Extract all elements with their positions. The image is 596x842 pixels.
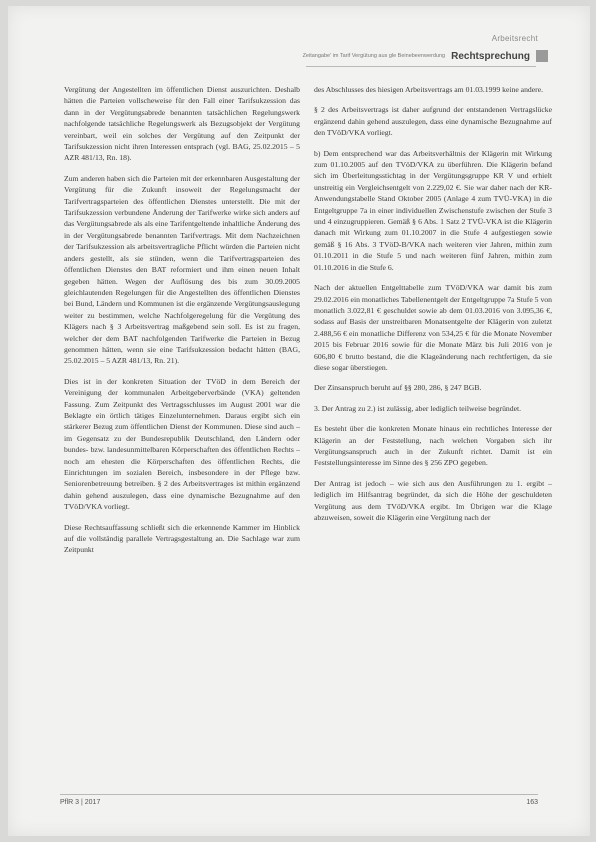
paragraph: 3. Der Antrag zu 2.) ist zulässig, aber lediglich teilweise begründet. (314, 403, 522, 413)
paragraph: b) Dem entsprechend war das Arbeitsverhältnis der Klägerin mit Wirkung zum 01.10.2005 auf den TVöD/VKA zu überführen. Die Klägerin befand sich im Überleitungsstichtag in der Vergütungsgruppe KR V und erhielt unstreitig ein Vergleichsentgelt von 2.229,02 €. Sie war daher nach der KR-Anwendungstabelle Stand Oktober 2005 (Anlage 4 zum TVÜ-VKA) in die Entgeltgruppe 7a in einer individuellen Zwischenstufe zwischen der Stufe 3 und 4 einzugruppieren. Gemäß § 6 Abs. 1 Satz 2 TVÜ-VKA ist die Klägerin danach mit Wirkung zum 01.10.2007 in die Stufe 4 aufgestiegen sowie gemäß § 16 Abs. 3 TVöD-B/VKA nach weiteren vier Jahren, mithin zum 01.10.2011 in die Stufe 5 und nach weiteren fünf Jahren, mithin zum 01.10.2016 in die Stufe 6. (314, 148, 552, 272)
paragraph: Zum anderen haben sich die Parteien mit der erkennbaren Ausgestaltung der Vergütung für die Zukunft insoweit der Regelungsmacht der Tarifvertragsparteien des öffentlichen Dienstes unterstellt. Die mit der Tarifsukzession verbundene Änderung der Tarifwerke wirke sich anders auf das Vergütungsabrede als als eine Tarifentgeltende inhaltliche Änderung des in der Vergütungsabrede benannten Tarifvertrags. Mit dem Nachzeichnen der Tarifsukzession als arbeitsvertragliche Pflicht würden die Parteien nicht anders gestellt, als sie stünden, wenn die Tarifvertragsparteien des öffentlichen Dienstes den BAT reformiert und ihm einen neuen Inhalt gegeben hätten. Wegen der Auflösung des bis zum 30.09.2005 gleichlautenden Regelungen für die Angestellten des öffentlichen Dienstes bei Bund, Ländern und Kommunen ist die ergänzende Vergütungsauslegung weiter zu bestimmen, welche Nachfolgeregelung für die Vergütung des Klägers nach § 3 Arbeitsvertrag maßgebend sein soll. Es ist zu fragen, welcher der dem BAT nachfolgenden Tarifwerke die Parteien in Bezug genommen hätten, wenn sie eine Tarifsukzession bedacht hätten (BAG, 25.02.2015 – 5 AZR 481/13, Rn. 21). (64, 173, 300, 366)
paragraph: Nach der aktuellen Entgelttabelle zum TVöD/VKA war damit bis zum 29.02.2016 ein monatliches Tabellenentgelt der Entgeltgruppe 7a Stufe 5 von monatlich 3.022,81 € geschuldet sowie ab dem 01.03.2016 von 3.095,36 €, sodass auf Basis der unstreitbaren Monatsentgelte der Klägerin von zuletzt 2.488,56 € ein monatliche Differenz von 534,25 € für die Monate November 2015 bis Februar 2016 sowie für die Monate März bis Juli 2016 von je 606,80 € brutto bestand, die die Klageänderung nach rechtfertigen, da sie diese sogar überstiegen. (314, 283, 552, 372)
header-divider (306, 66, 536, 67)
paragraph: Es besteht über die konkreten Monate hinaus ein rechtliches Interesse der Klägerin an der Feststellung, nach welchen Vorgaben sich ihr Vergütungsanspruch auch in der Zukunft richtet. Damit ist ein Feststellungsinteresse im Sinne des § 256 ZPO gegeben. (314, 424, 552, 468)
page-footer (60, 794, 538, 808)
section-marker (536, 50, 548, 62)
paragraph: Der Zinsanspruch beruht auf §§ 280, 286, § 247 BGB. (314, 383, 482, 393)
paragraph: Diese Rechtsauffassung schließt sich die erkennende Kammer im Hinblick auf die vollständig parallele Vertragsgestaltung an. Die Sachlage war zum Zeitpunkt (64, 522, 300, 555)
left-column (64, 84, 300, 565)
section-title: Rechtsprechung (451, 50, 530, 62)
paragraph: Vergütung der Angestellten im öffentlichen Dienst auszurichten. Deshalb hätten die Parteien vollscheweise für den Fall einer Tarifsukzession das dann in der Vergütungsabrede benannten tatsächlichen Regelungswerk nachfolgende tatsächliche Regelungswerk als Bezugsobjekt der Vergütung vereinbart, weil ein solches der Vergütung auf den Zeitpunkt der Tarifsukzession nicht ihren Interessen entsprach (vgl. BAG, 25.02.2015 – 5 AZR 481/13, Rn. 18). (64, 85, 300, 163)
paragraph: des Abschlusses des hiesigen Arbeitsvertrags am 01.03.1999 keine andere. (314, 85, 544, 94)
journal-brand: Arbeitsrecht (491, 34, 538, 43)
footer-divider (60, 794, 538, 795)
paragraph: § 2 des Arbeitsvertrags ist daher aufgrund der entstandenen Vertragslücke ergänzend dahin gehend auszulegen, dass eine dynamische Bezugnahme auf den TVöD/VKA vorliegt. (314, 105, 552, 138)
right-column (314, 84, 552, 532)
document-page (8, 6, 590, 836)
page-header (238, 48, 548, 64)
header-subtitle: Zeitangabe' im Tarif Vergütung aus gle Beinebeenwerdung (302, 53, 446, 59)
page-number: 163 (526, 799, 538, 806)
paragraph: Der Antrag ist jedoch – wie sich aus den Ausführungen zu 1. ergibt – lediglich im Hilfsantrag begründet, da sich die Höhe der geschuldeten Vergütung aus dem TVöD/VKA ergibt. Im Übrigen war die Klage abzuweisen, soweit die Klägerin eine Vergütung nach der (314, 478, 552, 522)
paragraph: Dies ist in der konkreten Situation der TVöD in dem Bereich der Vereinigung der kommunalen Arbeitgeberverbände (VKA) geltenden Fassung. Zum Zeitpunkt des Vertragsschlusses im August 2001 war die Beklagte ein örtlich tätiges Einzelunternehmen. Daraus ergibt sich ein stärkerer Bezug zum öffentlichen Dienst der Kommunen. Diese sind auch – im Gegensatz zu der Bundesrepublik Deutschland, den Ländern oder bundes- bzw. landesunmittelbaren Körperschaften des öffentlichen Rechts – noch am ehesten die Körperschaften des öffentlichen Rechts, die Einrichtungen im sozialen Bereich, insbesondere in der Pflege bzw. Seniorenbetreuung betreiben. § 2 des Arbeitsvertrages ist mithin ergänzend dahin gehend auszulegen, dass eine dynamische Bezugnahme auf den TVöD/VKA vorliegt. (64, 376, 300, 512)
journal-issue: PflR 3 | 2017 (60, 799, 101, 806)
